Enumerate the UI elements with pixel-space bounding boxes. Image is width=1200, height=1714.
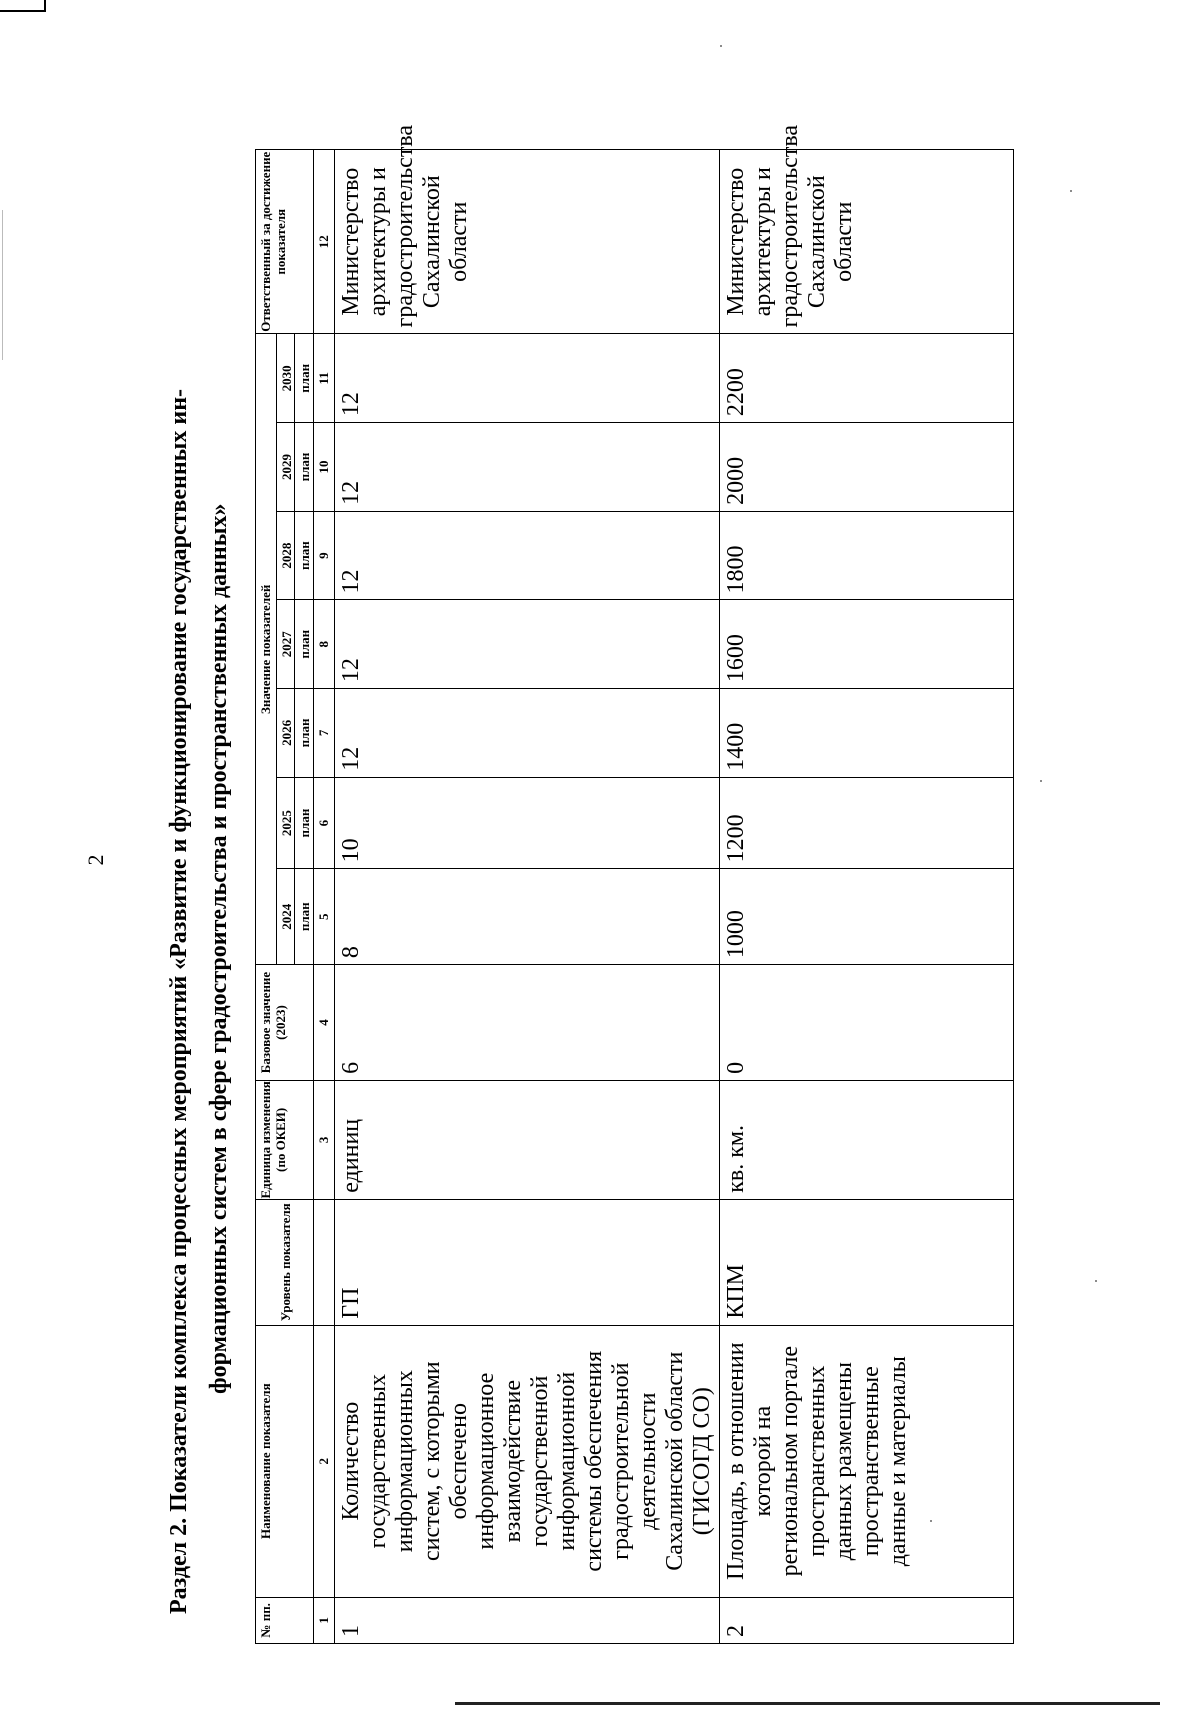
indicator-value: 12 bbox=[335, 689, 720, 778]
scan-edge-mark bbox=[0, 0, 46, 12]
indicator-name: Количество государственных информационных систем, с которыми обеспечено информационное взаимодействие государственной информационной системы обеспечения градостроительной деятельности Сахалинской области (ГИСОГД СО) bbox=[335, 1325, 720, 1597]
column-number bbox=[314, 1199, 335, 1325]
table-row bbox=[335, 150, 720, 1644]
column-number: 2 bbox=[314, 1325, 335, 1597]
header-base: Базовое значение (2023) bbox=[256, 965, 314, 1081]
header-plan: план bbox=[295, 869, 314, 965]
indicator-unit: единиц bbox=[335, 1080, 720, 1199]
row-num: 1 bbox=[335, 1597, 720, 1643]
indicator-value: 12 bbox=[335, 600, 720, 689]
header-level: Уровень показателя bbox=[256, 1199, 314, 1325]
column-number: 8 bbox=[314, 600, 335, 689]
header-year: 2025 bbox=[277, 777, 295, 869]
scan-bottom-line bbox=[455, 1702, 1160, 1705]
page-number: 2 bbox=[83, 854, 108, 866]
indicator-level: КПМ bbox=[720, 1199, 1014, 1325]
column-number: 3 bbox=[314, 1080, 335, 1199]
indicator-value: 1200 bbox=[720, 777, 1014, 869]
indicator-value: 1000 bbox=[720, 869, 1014, 965]
column-number: 12 bbox=[314, 150, 335, 334]
column-number: 7 bbox=[314, 689, 335, 778]
header-plan: план bbox=[295, 423, 314, 512]
column-number-row bbox=[314, 150, 335, 1644]
header-year: 2026 bbox=[277, 689, 295, 778]
header-plan: план bbox=[295, 689, 314, 778]
indicator-unit: кв. км. bbox=[720, 1080, 1014, 1199]
indicator-value: 1400 bbox=[720, 689, 1014, 778]
header-year: 2024 bbox=[277, 869, 295, 965]
header-plan: план bbox=[295, 777, 314, 869]
header-plan: план bbox=[295, 334, 314, 423]
column-number: 6 bbox=[314, 777, 335, 869]
header-plan: план bbox=[295, 511, 314, 600]
column-number: 9 bbox=[314, 511, 335, 600]
header-row-1 bbox=[256, 150, 277, 1644]
indicator-value: 1600 bbox=[720, 600, 1014, 689]
indicators-table bbox=[255, 125, 1014, 1644]
indicator-base-value: 6 bbox=[335, 965, 720, 1081]
header-year: 2029 bbox=[277, 423, 295, 512]
section-title-line-2: формационных систем в сфере градостроительства и пространственных данных» bbox=[206, 503, 232, 1394]
indicator-value: 8 bbox=[335, 869, 720, 965]
header-year: 2030 bbox=[277, 334, 295, 423]
column-number: 5 bbox=[314, 869, 335, 965]
responsible-body: Министерство архитектуры и градостроительства Сахалинской области bbox=[335, 150, 720, 334]
section-title-line-1: Раздел 2. Показатели комплекса процессных мероприятий «Развитие и функционирование государственных ин- bbox=[166, 388, 192, 1614]
indicator-value: 12 bbox=[335, 511, 720, 600]
header-plan: план bbox=[295, 600, 314, 689]
column-number: 10 bbox=[314, 423, 335, 512]
header-year: 2028 bbox=[277, 511, 295, 600]
indicator-value: 1800 bbox=[720, 511, 1014, 600]
indicator-value: 2000 bbox=[720, 423, 1014, 512]
column-number: 4 bbox=[314, 965, 335, 1081]
scan-edge-line bbox=[2, 210, 3, 360]
column-number: 11 bbox=[314, 334, 335, 423]
indicator-value: 12 bbox=[335, 334, 720, 423]
rotated-page-content bbox=[20, 20, 1180, 1694]
table-row bbox=[720, 150, 1014, 1644]
indicator-value: 10 bbox=[335, 777, 720, 869]
header-unit: Единица изменения (по ОКЕИ) bbox=[256, 1080, 314, 1199]
indicator-value: 2200 bbox=[720, 334, 1014, 423]
header-year: 2027 bbox=[277, 600, 295, 689]
header-values-group: Значение показателей bbox=[256, 334, 277, 965]
indicator-value: 12 bbox=[335, 423, 720, 512]
responsible-body: Министерство архитектуры и градостроительства Сахалинской области bbox=[720, 150, 1014, 334]
indicator-name: Площадь, в отношении которой на региональном портале пространственных данных размещены пространственные данные и материалы bbox=[720, 1325, 1014, 1597]
indicator-level: ГП bbox=[335, 1199, 720, 1325]
indicator-base-value: 0 bbox=[720, 965, 1014, 1081]
row-num: 2 bbox=[720, 1597, 1014, 1643]
header-responsible: Ответственный за достижение показателя bbox=[256, 150, 314, 334]
header-num: № пп. bbox=[256, 1597, 314, 1643]
column-number: 1 bbox=[314, 1597, 335, 1643]
header-name: Наименование показателя bbox=[256, 1325, 314, 1597]
